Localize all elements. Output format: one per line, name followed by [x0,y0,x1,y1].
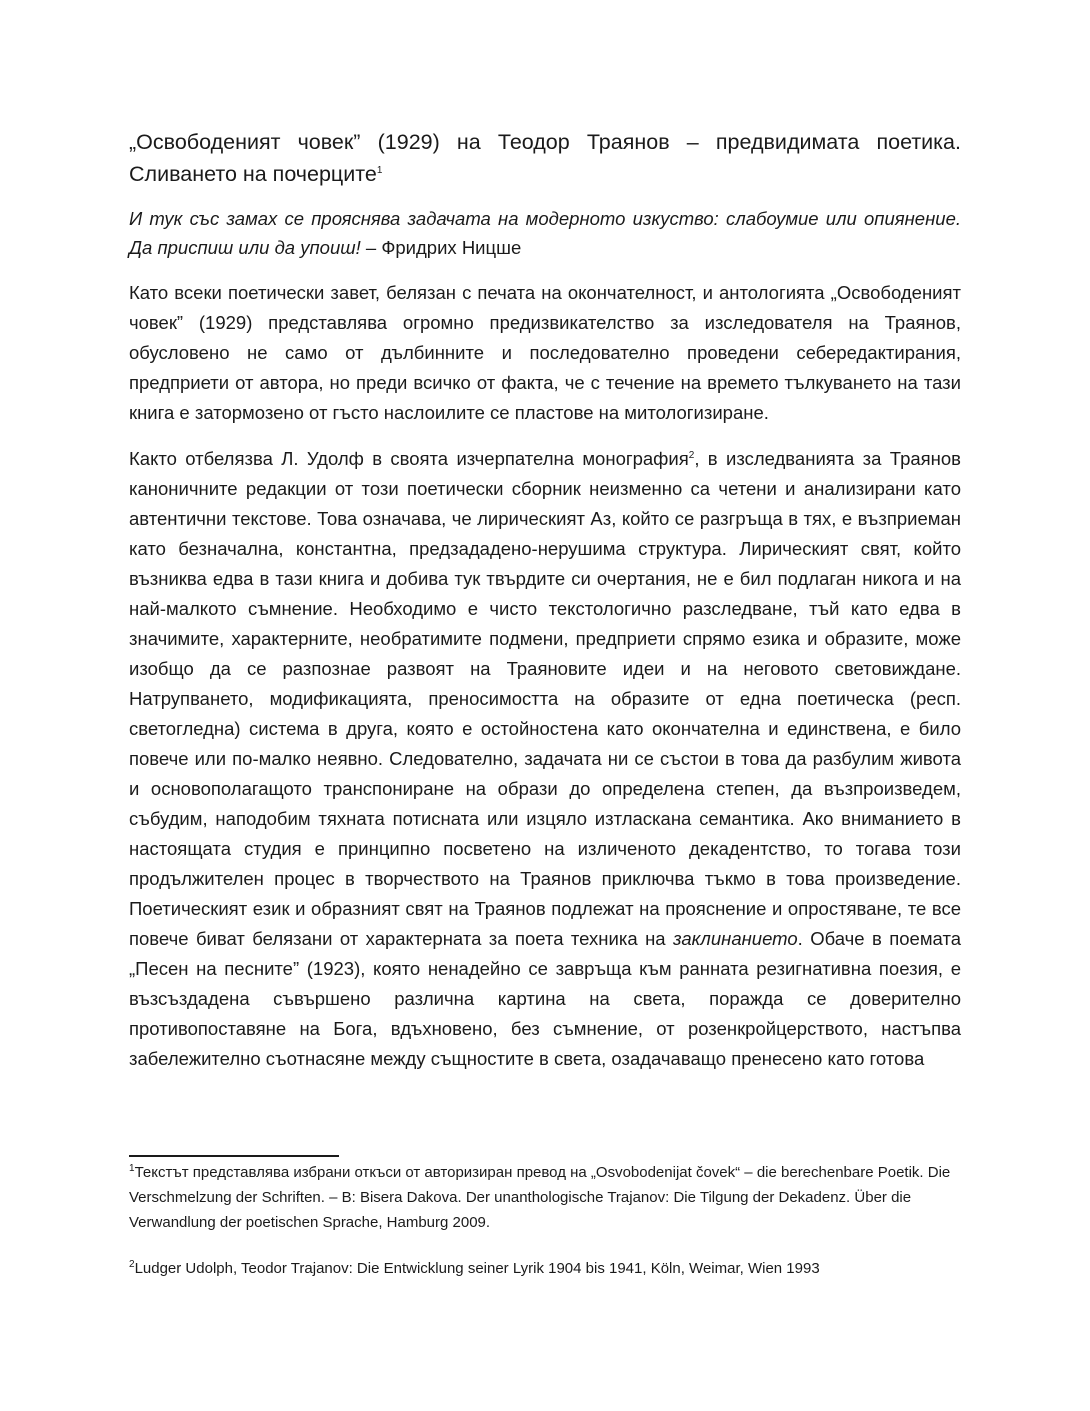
title-text: „Освободеният човек” (1929) на Теодор Траянов – предвидимата поетика. Сливането на почерците [129,130,961,186]
footnote-2-number: 2 [129,1259,135,1270]
paragraph-1: Като всеки поетически завет, белязан с печата на окончателност, и антологията „Освободеният човек” (1929) представлява огромно предизвикателство за изследователя на Траянов, обусловено не само от дълбинните и последователно проведени себередактирания, предприети от автора, но преди всичко от факта, че с течение на времето тълкуването на тази книга е затормозено от гъсто наслоилите се пластове на митологизиране. [129,282,961,423]
footnote-1-number: 1 [129,1163,135,1174]
document-page [129,126,961,1090]
epigraph-attribution: – Фридрих Ницше [360,237,522,258]
document-title [129,126,961,190]
paragraph-2-part-3: . Обаче в поемата „Песен на песните” (1923), която ненадейно се завръща към ранната резигнативна поезия, е възсъздадена съвършено различна картина на света, поражда се доверително противопоставяне на Бога, вдъхновено, без съмнение, от розенкройцерството, настъпва забележително съотнасяне между същностите в света, озадачаващо пренесено като готова [129,928,961,1069]
footnote-1-text: Текстът представлява избрани откъси от авторизиран превод на „Osvobodenijat čovek“ – die berechenbare Poetik. Die Verschmelzung der Schriften. – B: Bisera Dakova. Der unanthologische Trajanov: Die Tilgung der Dekadenz. Über die Verwandlung der poetischen Sprache, Hamburg 2009. [129,1164,951,1231]
paragraph-2-part-2: , в изследванията за Траянов каноничните редакции от този поетически сборник неизменно са четени и анализирани като автентични текстове. Това означава, че лирическият Аз, който се разгръща в тях, е възприеман като безначална, константна, предзададено-нерушима структура. Лирическият свят, който възниква едва в тази книга и добива тук твърдите си очертания, не е бил подлаган никога и на най-малкото съмнение. Необходимо е чисто текстологично разследване, тъй като едва в значимите, характерните, необратимите подмени, предприети спрямо езика и образите, може изобщо да се разпознае развоят на Траяновите идеи и на неговото световиждане. Натрупването, модификацията, преносимостта на образите от една поетическа (респ. светогледна) система в друга, която е остойностена като окончателна и единствена, е било повече или по-малко неявно. Следователно, задачата ни се състои в това да разбулим живота и основополагащото транспониране на образи до определена степен, да възпроизведем, събудим, наподобим тяхната потисната или изцяло изтласкана семантика. Ако вниманието в настоящата студия е принципно посветено на изличеното декадентство, то тогава този продължителен процес в творчеството на Траянов приключва тъкмо в това произведение. Поетическият език и образният свят на Траянов подлежат на прояснение и опростяване, те все повече биват белязани от характерната за поета техника на [129,448,961,949]
footnote-ref-1[interactable]: 1 [376,164,383,176]
paragraph-2-part-1: Както отбелязва Л. Удолф в своята изчерпателна монография [129,448,689,469]
document-body [129,278,961,1074]
paragraph-2 [129,444,961,1074]
footnote-ref-2[interactable]: 2 [688,449,695,461]
footnote-2 [129,1256,961,1281]
footnote-separator [129,1155,339,1157]
footnote-2-text: Ludger Udolph, Teodor Trajanov: Die Entwicklung seiner Lyrik 1904 bis 1941, Köln, Weimar, Wien 1993 [134,1260,820,1277]
footnote-1 [129,1160,961,1235]
epigraph [129,204,961,262]
paragraph-2-emphasis: заклинанието [673,928,798,949]
epigraph-quote: И тук със замах се прояснява задачата на модерното изкуство: слабоумие или опиянение. Да приспиш или да упоиш! [129,208,961,258]
footnotes [129,1160,961,1302]
